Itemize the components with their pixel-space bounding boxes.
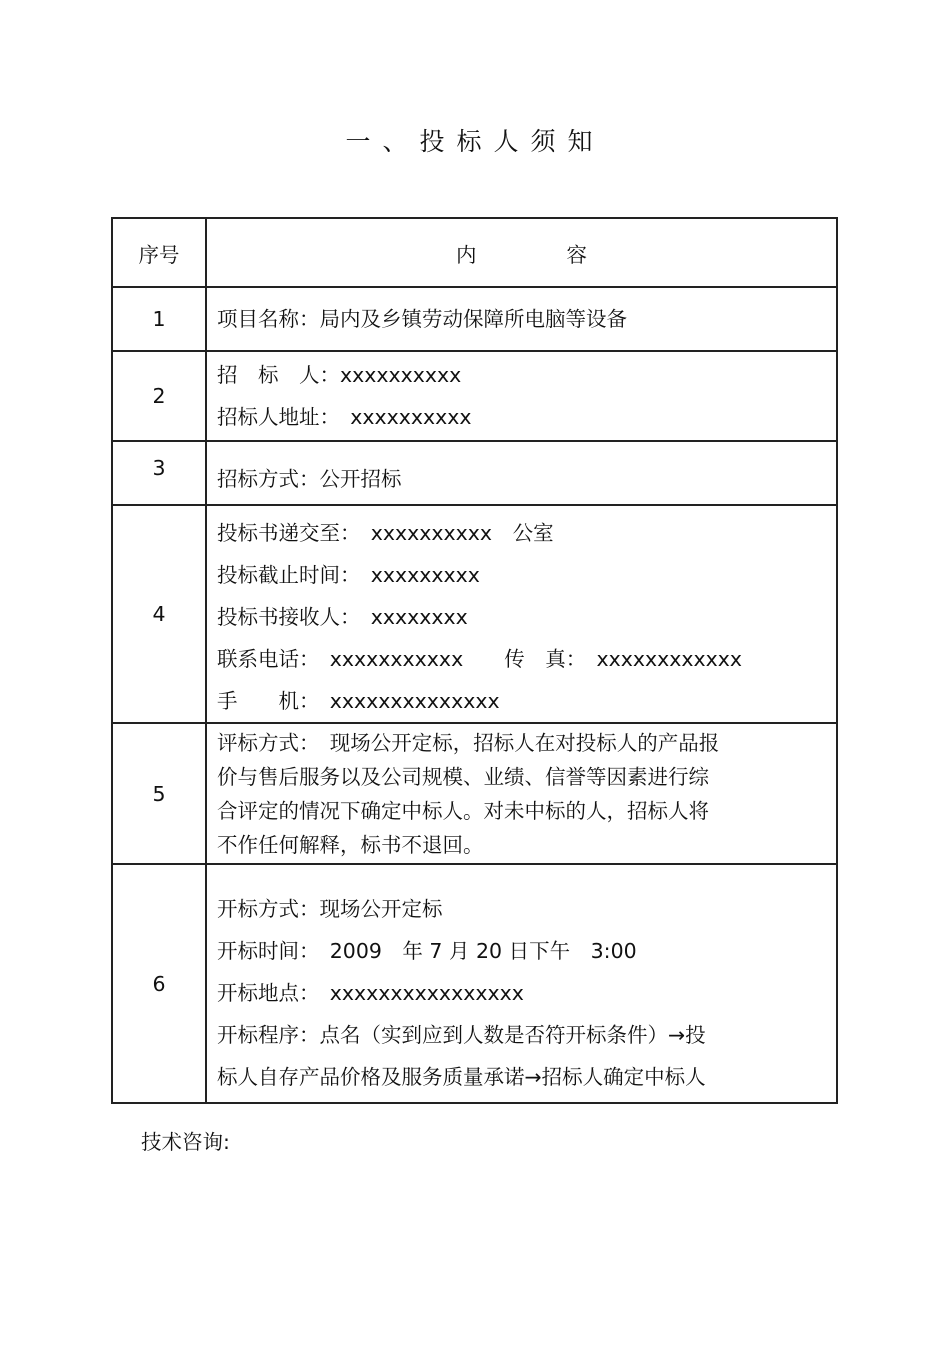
row-content	[206, 505, 837, 723]
row-line: 招标人地址： xxxxxxxxxx	[217, 405, 472, 429]
notice-table	[111, 217, 838, 1104]
table-row	[112, 505, 837, 723]
row-line: 评标方式： 现场公开定标，招标人在对投标人的产品报	[217, 730, 720, 755]
row-num: 4	[112, 505, 206, 723]
row-line: 招 标 人：xxxxxxxxxx	[217, 363, 462, 387]
header-content-b: 容	[566, 242, 587, 267]
page-title: 一、投标人须知	[345, 127, 605, 156]
header-content	[206, 218, 837, 287]
table-row	[112, 723, 837, 864]
row-line: 招标方式：公开招标	[217, 467, 402, 491]
row-line: 投标书接收人： xxxxxxxx	[217, 605, 468, 629]
row-content	[206, 351, 837, 441]
row-content	[206, 864, 837, 1103]
row-content	[206, 723, 837, 864]
row-num: 6	[112, 864, 206, 1103]
row-line: 不作任何解释，标书不退回。	[217, 832, 484, 857]
row-content	[206, 441, 837, 505]
row-num: 1	[112, 287, 206, 351]
row-num: 2	[112, 351, 206, 441]
row-line: 标人自存产品价格及服务质量承诺→招标人确定中标人	[217, 1065, 706, 1089]
row-line: 投标书递交至： xxxxxxxxxx 公室	[217, 521, 554, 545]
row-line: 项目名称：局内及乡镇劳动保障所电脑等设备	[217, 307, 627, 331]
row-line: 投标截止时间： xxxxxxxxx	[217, 563, 480, 587]
header-num: 序号	[112, 218, 206, 287]
row-line: 合评定的情况下确定中标人。对未中标的人，招标人将	[217, 798, 709, 823]
row-line: 开标时间： 2009 年 7 月 20 日下午 3:00	[217, 939, 637, 963]
row-line: 开标方式：现场公开定标	[217, 897, 443, 921]
row-line: 开标程序：点名（实到应到人数是否符开标条件）→投	[217, 1023, 706, 1047]
table-row	[112, 287, 837, 351]
row-num: 5	[112, 723, 206, 864]
table-header-row	[112, 218, 837, 287]
row-line: 联系电话： xxxxxxxxxxx 传 真： xxxxxxxxxxxx	[217, 647, 743, 671]
header-content-a: 内	[456, 242, 477, 267]
row-line: 手 机： xxxxxxxxxxxxxx	[217, 689, 500, 713]
row-line: 价与售后服务以及公司规模、业绩、信誉等因素进行综	[217, 764, 709, 789]
row-line: 开标地点： xxxxxxxxxxxxxxxx	[217, 981, 524, 1005]
tech-consult-label: 技术咨询:	[141, 1130, 230, 1154]
table-row	[112, 864, 837, 1103]
table-row	[112, 351, 837, 441]
row-num: 3	[112, 441, 206, 505]
row-content	[206, 287, 837, 351]
table-row	[112, 441, 837, 505]
